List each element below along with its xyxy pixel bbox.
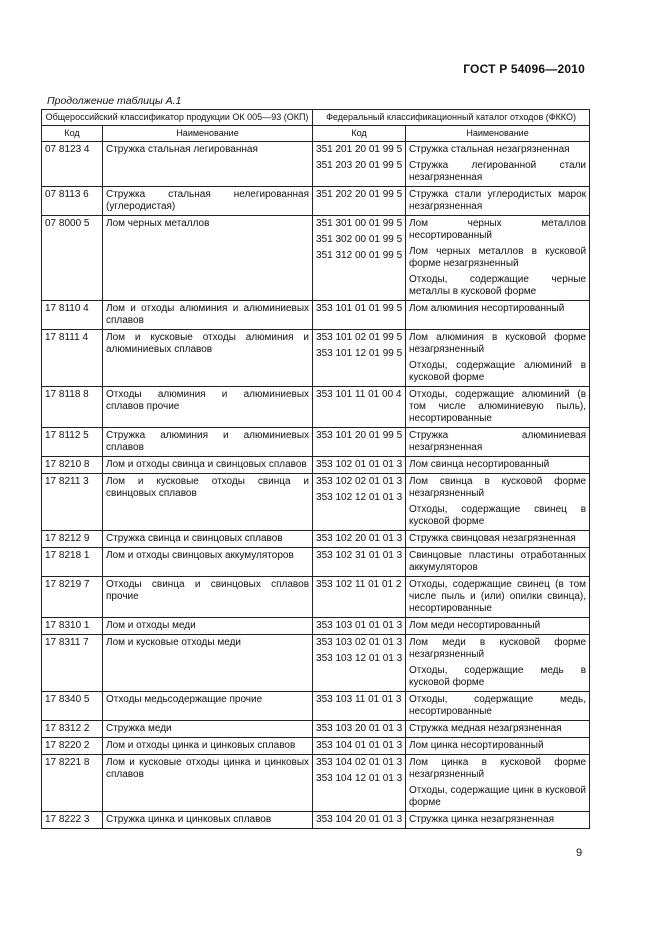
okp-code-cell: 17 8219 7: [42, 577, 103, 618]
okp-code-cell: 07 8113 6: [42, 187, 103, 216]
okp-code-cell: 17 8310 1: [42, 618, 103, 635]
fkko-code: 353 101 02 01 99 5: [316, 332, 403, 343]
okp-code-cell: 17 8340 5: [42, 692, 103, 721]
table-row: [42, 187, 590, 216]
fkko-code-header: Код: [313, 126, 406, 142]
fkko-name: Лом алюминия в кусковой форме незагрязненный: [409, 332, 587, 355]
fkko-code-cell: [313, 330, 406, 387]
okp-name-header: Наименование: [103, 126, 313, 142]
fkko-code: 353 102 11 01 01 2: [316, 579, 402, 590]
fkko-code: 353 104 20 01 01 3: [316, 814, 403, 825]
table-row: [42, 216, 590, 301]
okp-code-cell: 17 8221 8: [42, 755, 103, 812]
fkko-code: 353 102 12 01 01 3: [316, 492, 403, 503]
okp-code-cell: 17 8111 4: [42, 330, 103, 387]
fkko-code-cell: [313, 635, 406, 692]
fkko-name-cell: [406, 330, 590, 387]
fkko-name: Отходы, содержащие черные металлы в кусковой форме: [409, 274, 587, 297]
fkko-code-cell: [313, 755, 406, 812]
fkko-name-cell: [406, 548, 590, 577]
fkko-name: Стружка свинцовая незагрязненная: [409, 533, 576, 544]
fkko-code: 353 103 12 01 01 3: [316, 653, 403, 664]
okp-code-cell: 17 8112 5: [42, 428, 103, 457]
okp-group-header: Общероссийский классификатор продукции ОК 005—93 (ОКП): [42, 110, 313, 126]
fkko-name-cell: [406, 457, 590, 474]
okp-name-cell: Стружка цинка и цинковых сплавов: [103, 812, 313, 829]
okp-name-cell: Стружка стальная легированная: [103, 142, 313, 187]
fkko-name-cell: [406, 216, 590, 301]
okp-name-cell: Лом и отходы цинка и цинковых сплавов: [103, 738, 313, 755]
okp-code-cell: 17 8220 2: [42, 738, 103, 755]
page-number: 9: [576, 847, 583, 859]
table-row: [42, 387, 590, 428]
fkko-name: Стружка стальная незагрязненная: [409, 144, 570, 155]
table-row: [42, 812, 590, 829]
fkko-name-cell: [406, 187, 590, 216]
fkko-code: 351 312 00 01 99 5: [316, 250, 403, 261]
table-row: [42, 457, 590, 474]
fkko-code: 353 103 20 01 01 3: [316, 723, 403, 734]
okp-name-cell: Стружка меди: [103, 721, 313, 738]
fkko-name-cell: [406, 577, 590, 618]
okp-name-cell: Отходы алюминия и алюминиевых сплавов прочие: [103, 387, 313, 428]
fkko-code: 353 103 02 01 01 3: [316, 637, 403, 648]
table-row: [42, 577, 590, 618]
okp-code-cell: 17 8210 8: [42, 457, 103, 474]
fkko-name-cell: [406, 301, 590, 330]
fkko-name: Отходы, содержащие свинец в кусковой форме: [409, 504, 587, 527]
fkko-name: Отходы, содержащие алюминий в кусковой форме: [409, 360, 587, 383]
fkko-code-cell: [313, 618, 406, 635]
okp-code-cell: 17 8211 3: [42, 474, 103, 531]
fkko-code: 353 101 01 01 99 5: [316, 303, 403, 314]
okp-name-cell: Стружка алюминия и алюминиевых сплавов: [103, 428, 313, 457]
okp-code-cell: 17 8218 1: [42, 548, 103, 577]
fkko-name: Отходы, содержащие цинк в кусковой форме: [409, 785, 587, 808]
classification-table: [41, 109, 590, 829]
fkko-name: Лом черных металлов в кусковой форме незагрязненный: [409, 246, 587, 269]
fkko-code-cell: [313, 187, 406, 216]
okp-code-cell: 07 8123 4: [42, 142, 103, 187]
fkko-name: Лом алюминия несортированный: [409, 303, 565, 314]
fkko-name: Лом свинца в кусковой форме незагрязненный: [409, 476, 587, 499]
fkko-code: 351 302 00 01 99 5: [316, 234, 403, 245]
table-continuation-caption: Продолжение таблицы А.1: [47, 95, 182, 107]
okp-name-cell: Отходы медьсодержащие прочие: [103, 692, 313, 721]
okp-name-cell: Лом и отходы алюминия и алюминиевых сплавов: [103, 301, 313, 330]
fkko-code-cell: [313, 457, 406, 474]
fkko-code: 351 301 00 01 99 5: [316, 218, 403, 229]
okp-name-cell: Лом черных металлов: [103, 216, 313, 301]
fkko-name-cell: [406, 531, 590, 548]
okp-name-cell: Лом и кусковые отходы цинка и цинковых сплавов: [103, 755, 313, 812]
fkko-code: 353 102 31 01 01 3: [316, 550, 403, 561]
table-row: [42, 635, 590, 692]
fkko-name-cell: [406, 387, 590, 428]
fkko-code-cell: [313, 548, 406, 577]
fkko-code: 353 101 11 01 00 4: [316, 389, 402, 400]
okp-code-cell: 17 8222 3: [42, 812, 103, 829]
fkko-name: Свинцовые пластины отработанных аккумуляторов: [409, 550, 587, 573]
table-row: [42, 428, 590, 457]
fkko-code-cell: [313, 721, 406, 738]
okp-name-cell: Лом и кусковые отходы меди: [103, 635, 313, 692]
fkko-name-cell: [406, 635, 590, 692]
fkko-name: Отходы, содержащие алюминий (в том числе алюминиевую пыль), несортированные: [409, 389, 587, 424]
fkko-code-cell: [313, 738, 406, 755]
fkko-code: 353 101 12 01 99 5: [316, 348, 403, 359]
fkko-code: 353 103 11 01 01 3: [316, 694, 402, 705]
fkko-name-cell: [406, 755, 590, 812]
okp-name-cell: Лом и отходы свинцовых аккумуляторов: [103, 548, 313, 577]
fkko-name: Стружка легированной стали незагрязненная: [409, 160, 587, 183]
fkko-name: Отходы, содержащие медь, несортированные: [409, 694, 587, 717]
table-row: [42, 301, 590, 330]
fkko-name: Лом цинка несортированный: [409, 740, 544, 751]
table-row: [42, 738, 590, 755]
fkko-code: 353 104 12 01 01 3: [316, 773, 403, 784]
fkko-code: 353 104 02 01 01 3: [316, 757, 403, 768]
fkko-name: Стружка цинка незагрязненная: [409, 814, 554, 825]
table-row: [42, 531, 590, 548]
fkko-name: Отходы, содержащие свинец (в том числе пыль и (или) опилки свинца), несортированные: [409, 579, 587, 614]
fkko-code-cell: [313, 474, 406, 531]
fkko-name-cell: [406, 428, 590, 457]
fkko-name: Лом меди в кусковой форме незагрязненный: [409, 637, 587, 660]
fkko-code: 353 102 20 01 01 3: [316, 533, 403, 544]
table-row: [42, 330, 590, 387]
table-row: [42, 142, 590, 187]
okp-name-cell: Лом и отходы свинца и свинцовых сплавов: [103, 457, 313, 474]
fkko-name-cell: [406, 721, 590, 738]
fkko-name: Лом цинка в кусковой форме незагрязненный: [409, 757, 587, 780]
okp-name-cell: Лом и отходы меди: [103, 618, 313, 635]
okp-code-cell: 17 8118 8: [42, 387, 103, 428]
standard-designation: ГОСТ Р 54096—2010: [463, 62, 585, 76]
fkko-group-header: Федеральный классификационный каталог отходов (ФККО): [313, 110, 590, 126]
fkko-name-cell: [406, 618, 590, 635]
fkko-code: 353 104 01 01 01 3: [316, 740, 403, 751]
fkko-code-cell: [313, 142, 406, 187]
table-row: [42, 548, 590, 577]
table-row: [42, 474, 590, 531]
okp-code-cell: 07 8000 5: [42, 216, 103, 301]
okp-name-cell: Стружка свинца и свинцовых сплавов: [103, 531, 313, 548]
fkko-code: 353 101 20 01 99 5: [316, 430, 403, 441]
fkko-code-cell: [313, 387, 406, 428]
fkko-code: 351 202 20 01 99 5: [316, 189, 403, 200]
okp-name-cell: Стружка стальная нелегированная (углеродистая): [103, 187, 313, 216]
fkko-code: 351 203 20 01 99 5: [316, 160, 403, 171]
fkko-code: 353 102 02 01 01 3: [316, 476, 403, 487]
fkko-name: Стружка медная незагрязненная: [409, 723, 562, 734]
fkko-name-cell: [406, 812, 590, 829]
fkko-name: Стружка стали углеродистых марок незагрязненная: [409, 189, 587, 212]
okp-name-cell: Лом и кусковые отходы алюминия и алюминиевых сплавов: [103, 330, 313, 387]
fkko-name: Лом свинца несортированный: [409, 459, 550, 470]
fkko-name: Лом меди несортированный: [409, 620, 541, 631]
okp-name-cell: Лом и кусковые отходы свинца и свинцовых сплавов: [103, 474, 313, 531]
table-row: [42, 755, 590, 812]
okp-code-cell: 17 8311 7: [42, 635, 103, 692]
fkko-code: 353 102 01 01 01 3: [316, 459, 403, 470]
okp-code-cell: 17 8212 9: [42, 531, 103, 548]
table-row: [42, 692, 590, 721]
fkko-code-cell: [313, 692, 406, 721]
fkko-code-cell: [313, 301, 406, 330]
fkko-name: Стружка алюминиевая незагрязненная: [409, 430, 587, 453]
fkko-code: 351 201 20 01 99 5: [316, 144, 403, 155]
okp-name-cell: Отходы свинца и свинцовых сплавов прочие: [103, 577, 313, 618]
fkko-name: Лом черных металлов несортированный: [409, 218, 587, 241]
fkko-name: Отходы, содержащие медь в кусковой форме: [409, 665, 587, 688]
fkko-name-cell: [406, 692, 590, 721]
fkko-name-cell: [406, 738, 590, 755]
table-row: [42, 721, 590, 738]
fkko-code-cell: [313, 428, 406, 457]
fkko-code-cell: [313, 577, 406, 618]
fkko-name-cell: [406, 474, 590, 531]
okp-code-cell: 17 8110 4: [42, 301, 103, 330]
fkko-code: 353 103 01 01 01 3: [316, 620, 403, 631]
fkko-name-header: Наименование: [406, 126, 590, 142]
okp-code-header: Код: [42, 126, 103, 142]
table-row: [42, 618, 590, 635]
fkko-code-cell: [313, 812, 406, 829]
fkko-code-cell: [313, 531, 406, 548]
fkko-name-cell: [406, 142, 590, 187]
okp-code-cell: 17 8312 2: [42, 721, 103, 738]
fkko-code-cell: [313, 216, 406, 301]
